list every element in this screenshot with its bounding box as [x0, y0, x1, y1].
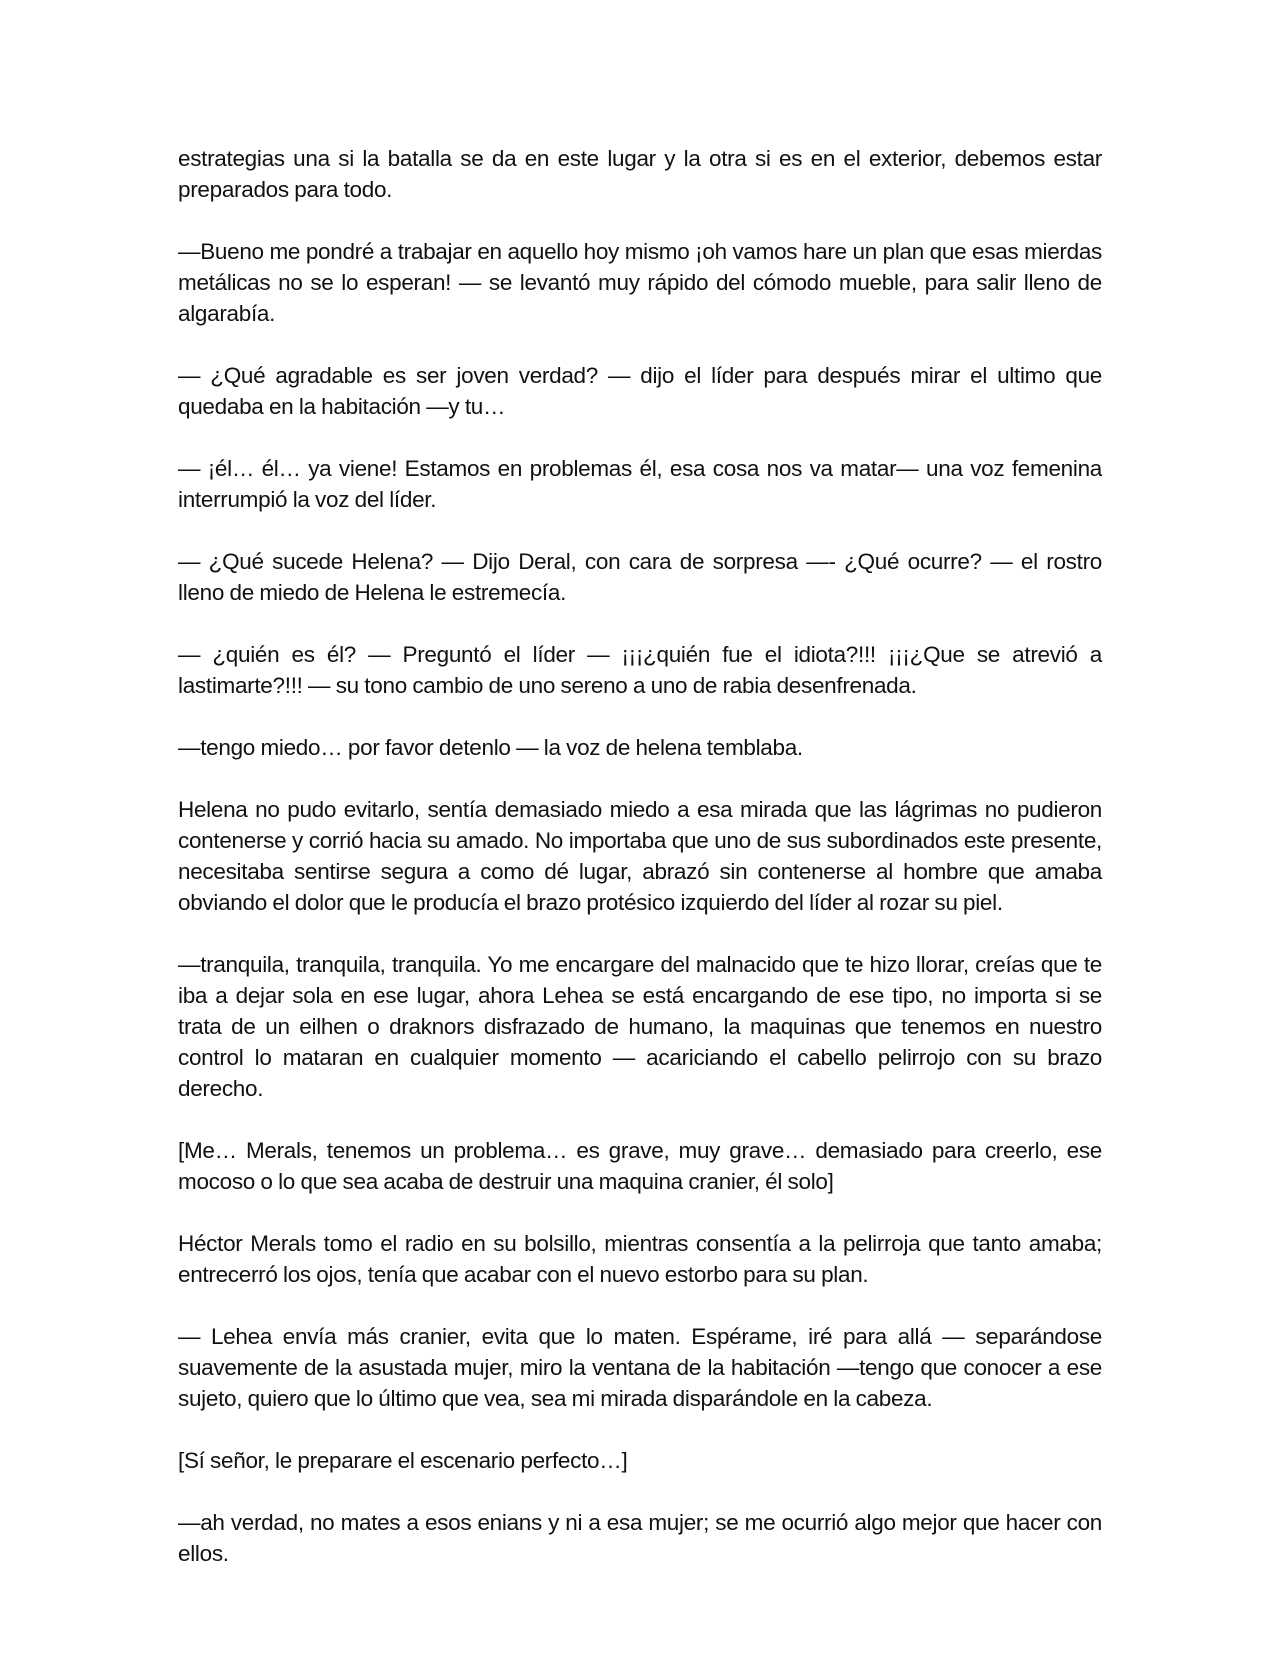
- paragraph: — ¿Qué sucede Helena? — Dijo Deral, con cara de sorpresa —- ¿Qué ocurre? — el rostro lleno de miedo de Helena le estremecía.: [178, 549, 1102, 605]
- paragraph: — Lehea envía más cranier, evita que lo maten. Espérame, iré para allá — separándose suavemente de la asustada mujer, miro la ventana de la habitación —tengo que conocer a ese sujeto, quiero que lo último que vea, sea mi mirada disparándole en la cabeza.: [178, 1324, 1102, 1411]
- paragraph: Helena no pudo evitarlo, sentía demasiado miedo a esa mirada que las lágrimas no pudieron contenerse y corrió hacia su amado. No importaba que uno de sus subordinados este presente, necesitaba sentirse segura a como dé lugar, abrazó sin contenerse al hombre que amaba obviando el dolor que le producía el brazo protésico izquierdo del líder al rozar su piel.: [178, 797, 1102, 915]
- paragraph: [Me… Merals, tenemos un problema… es grave, muy grave… demasiado para creerlo, ese mocoso o lo que sea acaba de destruir una maquina cranier, él solo]: [178, 1138, 1102, 1194]
- paragraph: [Sí señor, le preparare el escenario perfecto…]: [178, 1448, 628, 1473]
- paragraph: —tranquila, tranquila, tranquila. Yo me encargare del malnacido que te hizo llorar, creías que te iba a dejar sola en ese lugar, ahora Lehea se está encargando de ese tipo, no importa si se trata de un eilhen o draknors disfrazado de humano, la maquinas que tenemos en nuestro control lo mataran en cualquier momento — acariciando el cabello pelirrojo con su brazo derecho.: [178, 952, 1102, 1101]
- paragraph: Héctor Merals tomo el radio en su bolsillo, mientras consentía a la pelirroja que tanto amaba; entrecerró los ojos, tenía que acabar con el nuevo estorbo para su plan.: [178, 1231, 1102, 1287]
- document-body: [178, 143, 1102, 1600]
- paragraph: — ¿Qué agradable es ser joven verdad? — dijo el líder para después mirar el ultimo que quedaba en la habitación —y tu…: [178, 363, 1102, 419]
- paragraph: estrategias una si la batalla se da en este lugar y la otra si es en el exterior, debemos estar preparados para todo.: [178, 146, 1102, 202]
- paragraph: —Bueno me pondré a trabajar en aquello hoy mismo ¡oh vamos hare un plan que esas mierdas metálicas no se lo esperan! — se levantó muy rápido del cómodo mueble, para salir lleno de algarabía.: [178, 239, 1102, 326]
- paragraph: —tengo miedo… por favor detenlo — la voz de helena temblaba.: [178, 735, 803, 760]
- paragraph: —ah verdad, no mates a esos enians y ni a esa mujer; se me ocurrió algo mejor que hacer con ellos.: [178, 1510, 1102, 1566]
- paragraph: — ¿quién es él? — Preguntó el líder — ¡¡¡¿quién fue el idiota?!!! ¡¡¡¿Que se atrevió a lastimarte?!!! — su tono cambio de uno sereno a uno de rabia desenfrenada.: [178, 642, 1102, 698]
- paragraph: — ¡él… él… ya viene! Estamos en problemas él, esa cosa nos va matar— una voz femenina interrumpió la voz del líder.: [178, 456, 1102, 512]
